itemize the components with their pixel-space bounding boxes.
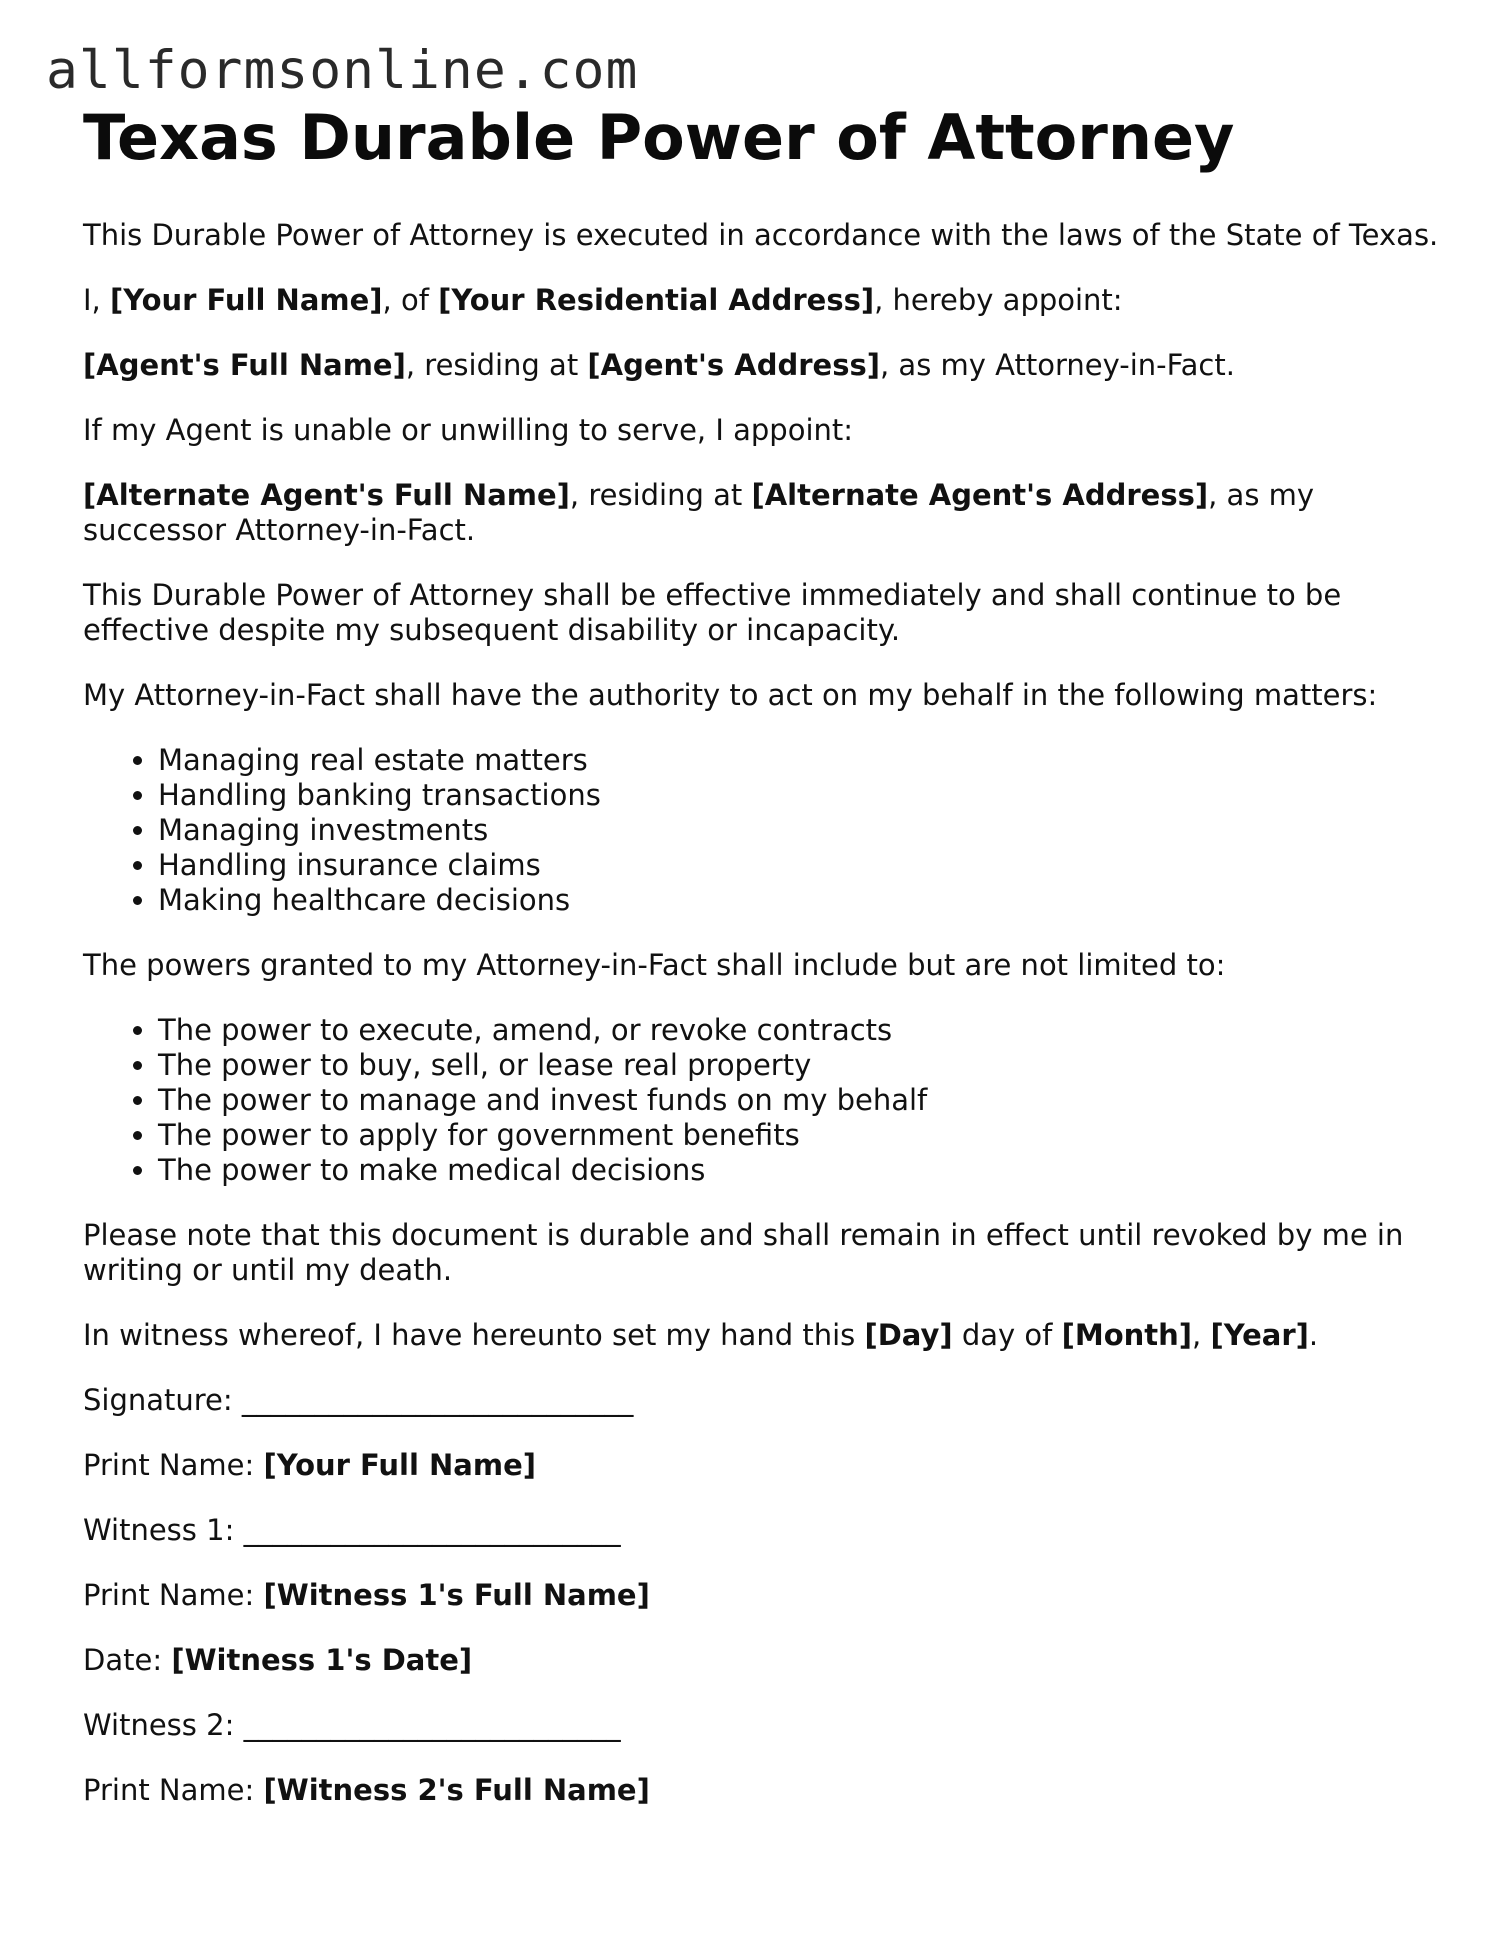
day-field: [Day] (864, 1318, 953, 1352)
witness-2-name-field: [Witness 2's Full Name] (263, 1773, 650, 1807)
witness-1-line: Witness 1: __________________________ (83, 1513, 621, 1547)
witness-1-date-field: [Witness 1's Date] (171, 1643, 473, 1677)
authority-intro-paragraph: My Attorney-in-Fact shall have the authority to act on my behalf in the following matters: (83, 678, 1378, 712)
witness-1-print-name-line: Print Name: [Witness 1's Full Name] (83, 1578, 650, 1612)
print-name-field: [Your Full Name] (263, 1448, 537, 1482)
alternate-agent-paragraph: [Alternate Agent's Full Name], residing at [Alternate Agent's Address], as my successor Attorney-in-Fact. (83, 478, 1315, 547)
agent-paragraph: [Agent's Full Name], residing at [Agent's Address], as my Attorney-in-Fact. (83, 348, 1235, 382)
powers-list-item: • The power to apply for government benefits (158, 1118, 1443, 1153)
authority-list-item: • Making healthcare decisions (158, 883, 1443, 918)
agent-address-field: [Agent's Address] (587, 348, 880, 382)
principal-address-field: [Your Residential Address] (438, 283, 875, 317)
document-title: Texas Durable Power of Attorney (83, 101, 1235, 174)
powers-list-item: • The power to make medical decisions (158, 1153, 1443, 1188)
alternate-agent-name-field: [Alternate Agent's Full Name] (83, 478, 570, 512)
print-name-line: Print Name: [Your Full Name] (83, 1448, 537, 1482)
powers-intro-paragraph: The powers granted to my Attorney-in-Fact shall include but are not limited to: (83, 948, 1226, 982)
durability-note-paragraph: Please note that this document is durable and shall remain in effect until revoked by me in writing or until my death. (83, 1218, 1404, 1287)
alternate-intro-paragraph: If my Agent is unable or unwilling to serve, I appoint: (83, 413, 854, 447)
witness-2-line: Witness 2: __________________________ (83, 1708, 621, 1742)
principal-name-field: [Your Full Name] (110, 283, 383, 317)
powers-list-item: • The power to execute, amend, or revoke contracts (158, 1013, 1443, 1048)
intro-paragraph: This Durable Power of Attorney is executed in accordance with the laws of the State of Texas. (83, 218, 1439, 252)
authority-list-item: • Handling banking transactions (158, 778, 1443, 813)
signature-blank: ___________________________ (241, 1383, 634, 1417)
effective-paragraph: This Durable Power of Attorney shall be effective immediately and shall continue to be effective despite my subsequent disability or incapacity. (83, 578, 1342, 647)
month-field: [Month] (1061, 1318, 1193, 1352)
alternate-agent-address-field: [Alternate Agent's Address] (751, 478, 1209, 512)
year-field: [Year] (1210, 1318, 1309, 1352)
authority-list-item: • Managing real estate matters (158, 743, 1443, 778)
witness-1-date-line: Date: [Witness 1's Date] (83, 1643, 473, 1677)
appointment-paragraph: I, [Your Full Name], of [Your Residential Address], hereby appoint: (83, 283, 1123, 317)
witness-2-blank: __________________________ (243, 1708, 621, 1742)
powers-list (83, 1013, 1443, 1188)
powers-list-item: • The power to buy, sell, or lease real property (158, 1048, 1443, 1083)
witness-2-print-name-line: Print Name: [Witness 2's Full Name] (83, 1773, 650, 1807)
agent-name-field: [Agent's Full Name] (83, 348, 406, 382)
witness-1-name-field: [Witness 1's Full Name] (263, 1578, 650, 1612)
witness-clause-paragraph: In witness whereof, I have hereunto set my hand this [Day] day of [Month], [Year]. (83, 1318, 1319, 1352)
authority-list-item: • Managing investments (158, 813, 1443, 848)
witness-1-blank: __________________________ (243, 1513, 621, 1547)
authority-list-item: • Handling insurance claims (158, 848, 1443, 883)
signature-line: Signature: ___________________________ (83, 1383, 634, 1417)
watermark-text: allformsonline.com (46, 40, 639, 101)
authority-list (83, 743, 1443, 918)
document-body (83, 218, 1443, 1838)
powers-list-item: • The power to manage and invest funds on my behalf (158, 1083, 1443, 1118)
